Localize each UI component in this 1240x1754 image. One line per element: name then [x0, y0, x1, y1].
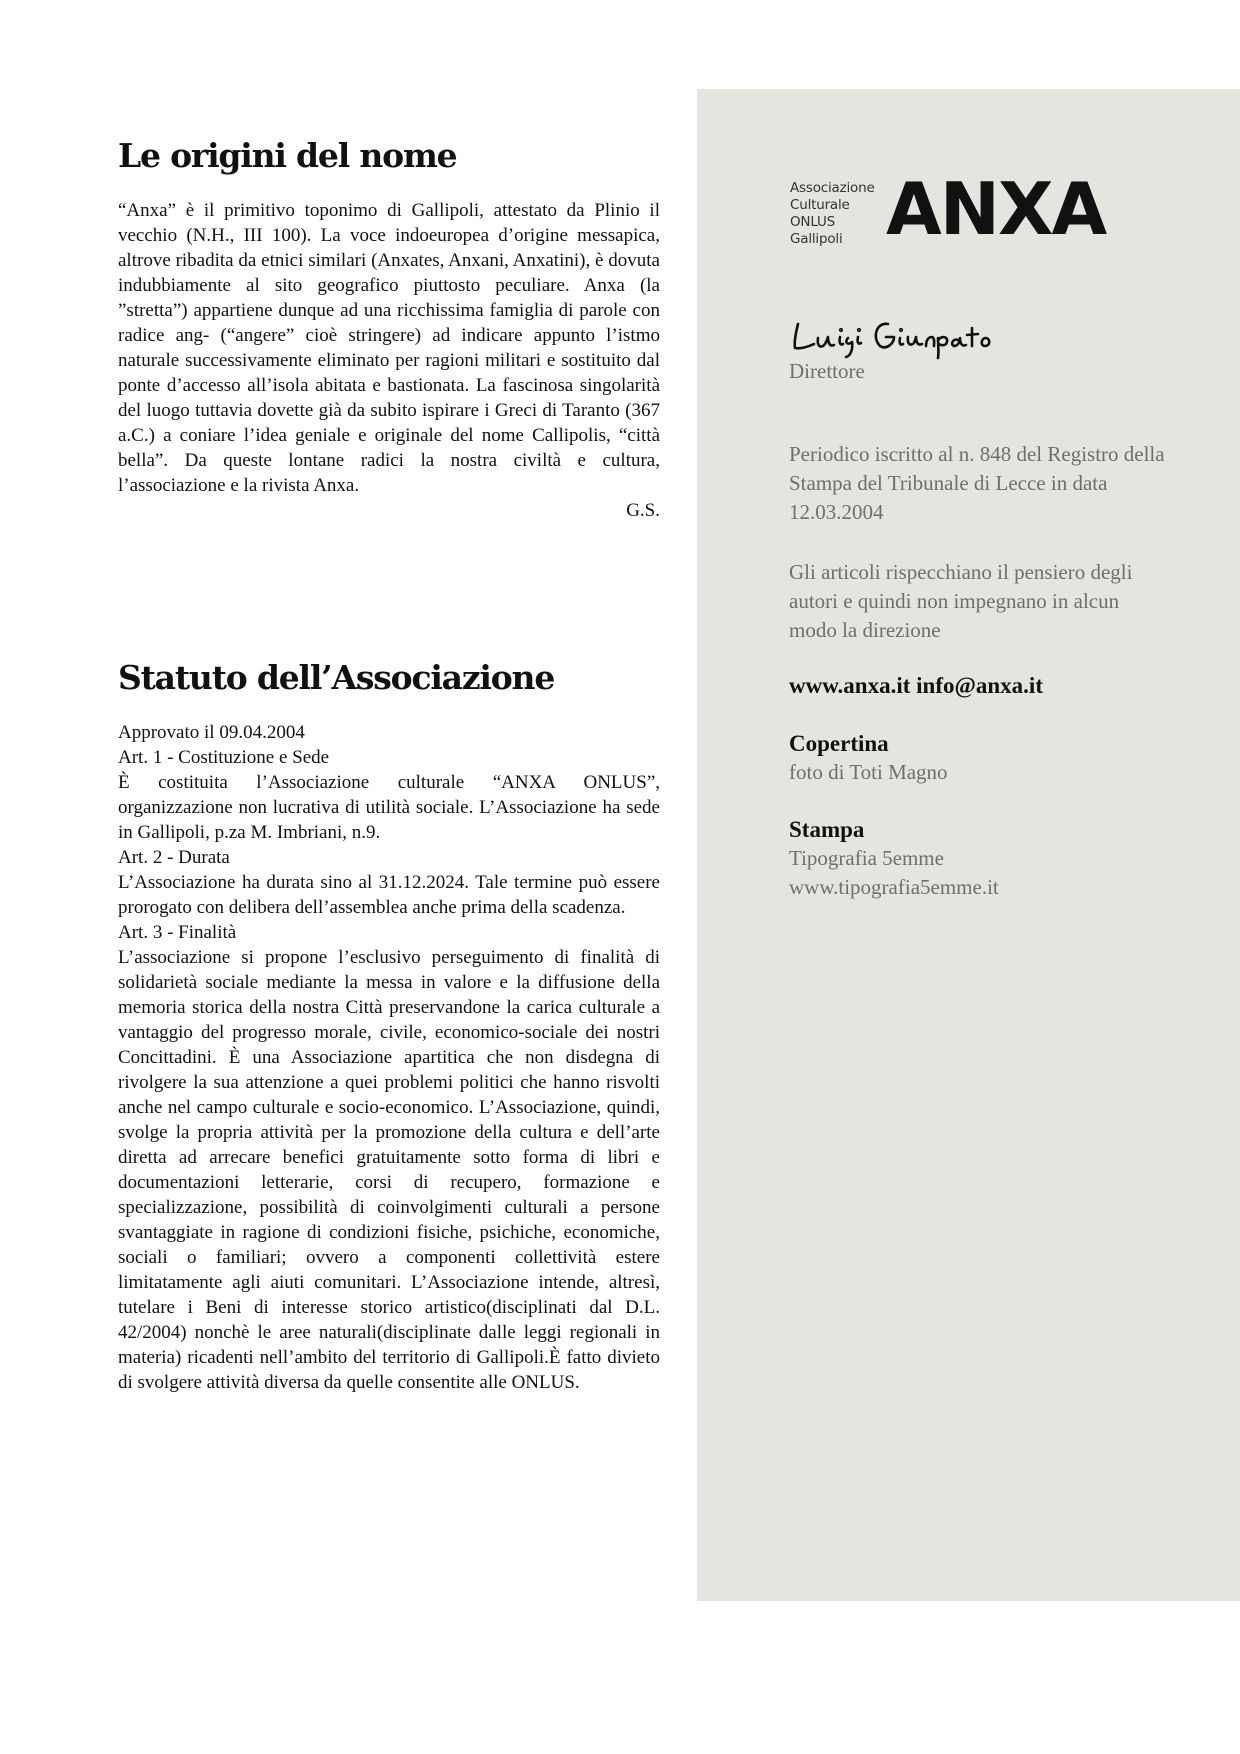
handwritten-signature-icon	[788, 310, 998, 360]
print-label: Stampa	[789, 817, 865, 842]
registration-info: Periodico iscritto al n. 848 del Registro della Stampa del Tribunale di Lecce in data 12.03.2004	[789, 442, 1165, 524]
cover-credits	[789, 729, 1169, 787]
origins-signature: G.S.	[626, 500, 660, 521]
logo-line: Gallipoli	[790, 231, 843, 247]
disclaimer-text: Gli articoli rispecchiano il pensiero degli autori e quindi non impegnano in alcun modo la direzione	[789, 560, 1133, 642]
section-title-origins: Le origini del nome	[118, 136, 457, 175]
art2-body: L’Associazione ha durata sino al 31.12.2024. Tale termine può essere prorogato con delibera dell’assemblea anche prima della scadenza.	[118, 872, 660, 918]
cover-credit: foto di Toti Magno	[789, 760, 948, 784]
origins-article	[118, 198, 660, 523]
art2-title: Art. 2 - Durata	[118, 847, 230, 868]
art1-title: Art. 1 - Costituzione e Sede	[118, 747, 330, 768]
logo-subtitle	[790, 180, 875, 248]
print-credits	[789, 815, 1169, 902]
print-company: Tipografia 5emme	[789, 846, 944, 870]
logo-wordmark: ANXA	[886, 167, 1106, 251]
art3-body: L’associazione si propone l’esclusivo perseguimento di finalità di solidarietà sociale mediante la messa in valore e la diffusione della memoria storica della nostra Città preservandone la carica culturale a vantaggio del progresso morale, civile, economico-sociale dei nostri Concittadini. È una Associazione apartitica che non disdegna di rivolgere la sua attenzione a quei problemi politici che hanno risvolti anche nel campo culturale e socio-economico. L’Associazione, quindi, svolge la propria attività per la promozione della cultura e dell’arte diretta ad arrecare benefici gratuitamente sotto forma di libri e documentazioni letterarie, corsi di recupero, formazione e specializzazione, possibilità di coinvolgimenti culturali a persone svantaggiate in ragione di condizioni fisiche, psichiche, economiche, sociali o familiari; ovvero a componenti collettività estere limitatamente agli aiuti comunitari. L’Associazione intende, altresì, tutelare i Beni di interesse storico artistico(disciplinati dal D.L. 42/2004) nonchè le aree naturali(disciplinate dalle leggi regionali in materia) ricadenti nell’ambito del territorio di Gallipoli.È fatto divieto di svolgere attività diversa da quelle consentite alle ONLUS.	[118, 947, 660, 1393]
director-role: Direttore	[789, 359, 865, 383]
logo-line: ONLUS	[790, 214, 836, 230]
section-title-statute: Statuto dell’Associazione	[118, 658, 555, 697]
cover-label: Copertina	[789, 731, 889, 756]
logo-line: Culturale	[790, 197, 850, 213]
anxa-logo	[790, 167, 1130, 252]
statute-article	[118, 720, 660, 1395]
origins-body: “Anxa” è il primitivo toponimo di Gallipoli, attestato da Plinio il vecchio (N.H., III 100). La voce indoeuropea d’origine messapica, altrove ribadita da etnici similari (Anxates, Anxani, Anxatini), è dovuta indubbiamente al sito geografico piuttosto peculiare. Anxa (la ”stretta”) appartiene dunque ad una ricchissima famiglia di parole con radice ang- (“angere” cioè stringere) ad indicare appunto l’istmo naturale successivamente eliminato per ragioni militari e sostituito dal ponte d’accesso all’isola abitata e bastionata. La fascinosa singolarità del luogo tuttavia dovette già da subito ispirare i Greci di Taranto (367 a.C.) a coniare l’idea geniale e originale del nome Callipolis, “città bella”. Da queste lontane radici la nostra civiltà e cultura, l’associazione e la rivista Anxa.	[118, 200, 660, 496]
statute-approved: Approvato il 09.04.2004	[118, 722, 305, 743]
logo-line: Associazione	[790, 180, 875, 196]
contacts: www.anxa.it info@anxa.it	[789, 673, 1043, 698]
art3-title: Art. 3 - Finalità	[118, 922, 237, 943]
art1-body: È costituita l’Associazione culturale “ANXA ONLUS”, organizzazione non lucrativa di utilità sociale. L’Associazione ha sede in Gallipoli, p.za M. Imbriani, n.9.	[118, 772, 660, 843]
print-website: www.tipografia5emme.it	[789, 875, 999, 899]
